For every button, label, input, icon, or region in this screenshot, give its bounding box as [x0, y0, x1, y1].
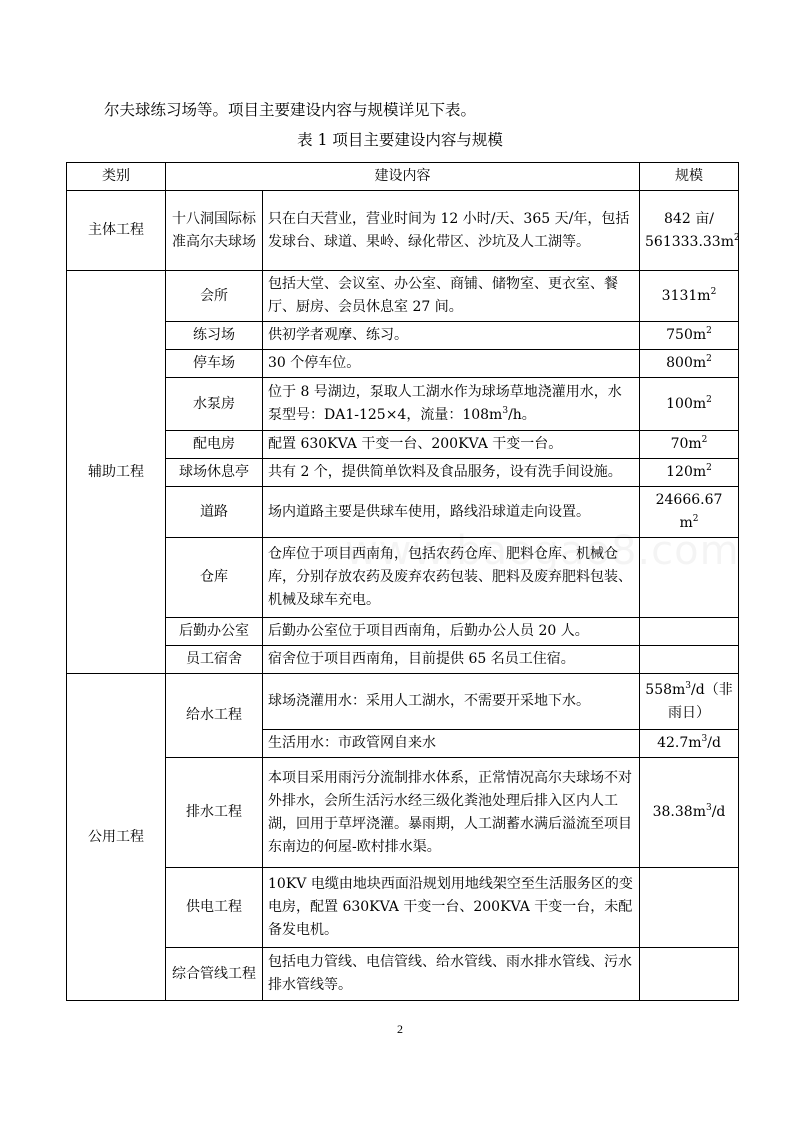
scale-cell [640, 948, 739, 1001]
superscript: 2 [710, 286, 717, 297]
superscript: 2 [701, 435, 708, 445]
scale-text: 3131m [661, 287, 711, 304]
item-cell: 球场休息亭 [166, 459, 263, 487]
table-row [67, 431, 739, 459]
scale-text: 558m [645, 681, 686, 698]
content-cell: 配置 630KVA 干变一台、200KVA 干变一台。 [263, 431, 640, 459]
superscript: 3 [705, 803, 712, 813]
item-cell: 停车场 [166, 350, 263, 378]
content-cell: 场内道路主要是供球车使用，路线沿球道走向设置。 [263, 487, 640, 538]
superscript: 3 [701, 734, 708, 744]
scale-cell [640, 378, 739, 431]
superscript: 3 [685, 680, 692, 691]
scale-cell [640, 730, 739, 758]
content-text: /h。 [508, 407, 536, 423]
content-cell: 30 个停车位。 [263, 350, 640, 378]
item-cell: 十八洞国际标准高尔夫球场 [166, 191, 263, 271]
content-cell: 本项目采用雨污分流制排水体系，正常情况高尔夫球场不对外排水，会所生活污水经三级化粪池处理后排入区内人工湖，回用于草坪浇灌。暴雨期，人工湖蓄水满后溢流至项目东南边的何屋-欧村排水渠。 [263, 758, 640, 868]
item-cell: 员工宿舍 [166, 646, 263, 674]
item-cell: 排水工程 [166, 758, 263, 868]
scale-cell [640, 271, 739, 322]
header-content: 建设内容 [166, 163, 640, 191]
scale-text: 100m [666, 395, 707, 412]
table-row [67, 674, 739, 730]
item-cell: 综合管线工程 [166, 948, 263, 1001]
scale-text: 120m [666, 464, 707, 480]
superscript: 2 [706, 394, 712, 405]
table-row [67, 758, 739, 868]
content-cell: 生活用水：市政管网自来水 [263, 730, 640, 758]
scale-text: 561333.33m [645, 233, 734, 250]
item-cell: 会所 [166, 271, 263, 322]
content-cell: 包括大堂、会议室、办公室、商铺、储物室、更衣室、餐厅、厨房、会员休息室 27 间。 [263, 271, 640, 322]
content-text: 位于 8 号湖边，泵取人工湖水作为球场草地浇灌用水，水泵型号：DA1-125×4，流量：108m [268, 384, 622, 423]
scale-cell [640, 538, 739, 618]
table-row [67, 868, 739, 948]
content-cell: 共有 2 个，提供简单饮料及食品服务，设有洗手间设施。 [263, 459, 640, 487]
table-row [67, 271, 739, 322]
scale-text: 42.7m [657, 735, 702, 751]
superscript: 2 [692, 514, 699, 524]
item-cell: 仓库 [166, 538, 263, 618]
content-cell: 宿舍位于项目西南角，目前提供 65 名员工住宿。 [263, 646, 640, 674]
page-number: 2 [397, 1022, 403, 1036]
category-public: 公用工程 [67, 674, 166, 1001]
category-aux: 辅助工程 [67, 271, 166, 674]
scale-text: /d（非雨日） [668, 681, 733, 721]
scale-cell [640, 758, 739, 868]
superscript: 2 [733, 232, 740, 243]
item-cell: 水泵房 [166, 378, 263, 431]
table-caption: 表 1 项目主要建设内容与规模 [297, 131, 503, 149]
table-row [67, 459, 739, 487]
scale-cell [640, 191, 739, 271]
header-scale: 规模 [640, 163, 739, 191]
scale-cell [640, 868, 739, 948]
table-row [67, 618, 739, 646]
scale-cell [640, 646, 739, 674]
category-main: 主体工程 [67, 191, 166, 271]
scale-cell [640, 674, 739, 730]
table-row [67, 948, 739, 1001]
scale-text: 70m [670, 436, 702, 452]
intro-text: 尔夫球练习场等。项目主要建设内容与规模详见下表。 [104, 101, 477, 119]
scale-cell [640, 487, 739, 538]
table-row [67, 191, 739, 271]
content-cell: 10KV 电缆由地块西面沿规划用地线架空至生活服务区的变电房，配置 630KVA 干变一台、200KVA 干变一台，未配备发电机。 [263, 868, 640, 948]
scale-text: 24666.67 m [655, 492, 723, 531]
item-cell: 供电工程 [166, 868, 263, 948]
content-cell: 供初学者观摩、练习。 [263, 322, 640, 350]
table-row [67, 646, 739, 674]
content-cell: 后勤办公室位于项目西南角，后勤办公人员 20 人。 [263, 618, 640, 646]
scale-cell [640, 618, 739, 646]
table-row [67, 487, 739, 538]
superscript: 3 [502, 406, 509, 416]
scale-text: /d [707, 735, 721, 751]
scale-text: /d [711, 804, 726, 820]
scale-text: 38.38m [652, 804, 706, 820]
superscript: 2 [706, 463, 712, 473]
scale-cell [640, 431, 739, 459]
scale-text: 800m [666, 355, 707, 371]
item-cell: 道路 [166, 487, 263, 538]
table-header-row [67, 163, 739, 191]
content-cell [263, 378, 640, 431]
item-cell: 配电房 [166, 431, 263, 459]
superscript: 2 [706, 326, 712, 336]
construction-table [66, 162, 739, 1001]
scale-text: 750m [666, 327, 707, 343]
scale-cell [640, 459, 739, 487]
table-row [67, 322, 739, 350]
item-cell: 后勤办公室 [166, 618, 263, 646]
scale-text: 842 亩/ [664, 210, 714, 227]
table-row [67, 378, 739, 431]
table-row [67, 538, 739, 618]
superscript: 2 [706, 354, 712, 364]
content-cell: 球场浇灌用水：采用人工湖水，不需要开采地下水。 [263, 674, 640, 730]
item-cell: 练习场 [166, 322, 263, 350]
content-cell: 只在白天营业，营业时间为 12 小时/天、365 天/年，包括发球台、球道、果岭、绿化带区、沙坑及人工湖等。 [263, 191, 640, 271]
header-category: 类别 [67, 163, 166, 191]
content-cell: 包括电力管线、电信管线、给水管线、雨水排水管线、污水排水管线等。 [263, 948, 640, 1001]
scale-cell [640, 350, 739, 378]
scale-cell [640, 322, 739, 350]
item-cell: 给水工程 [166, 674, 263, 758]
table-row [67, 350, 739, 378]
content-cell: 仓库位于项目西南角，包括农药仓库、肥料仓库、机械仓库，分别存放农药及废弃农药包装、肥料及废弃肥料包装、机械及球车充电。 [263, 538, 640, 618]
